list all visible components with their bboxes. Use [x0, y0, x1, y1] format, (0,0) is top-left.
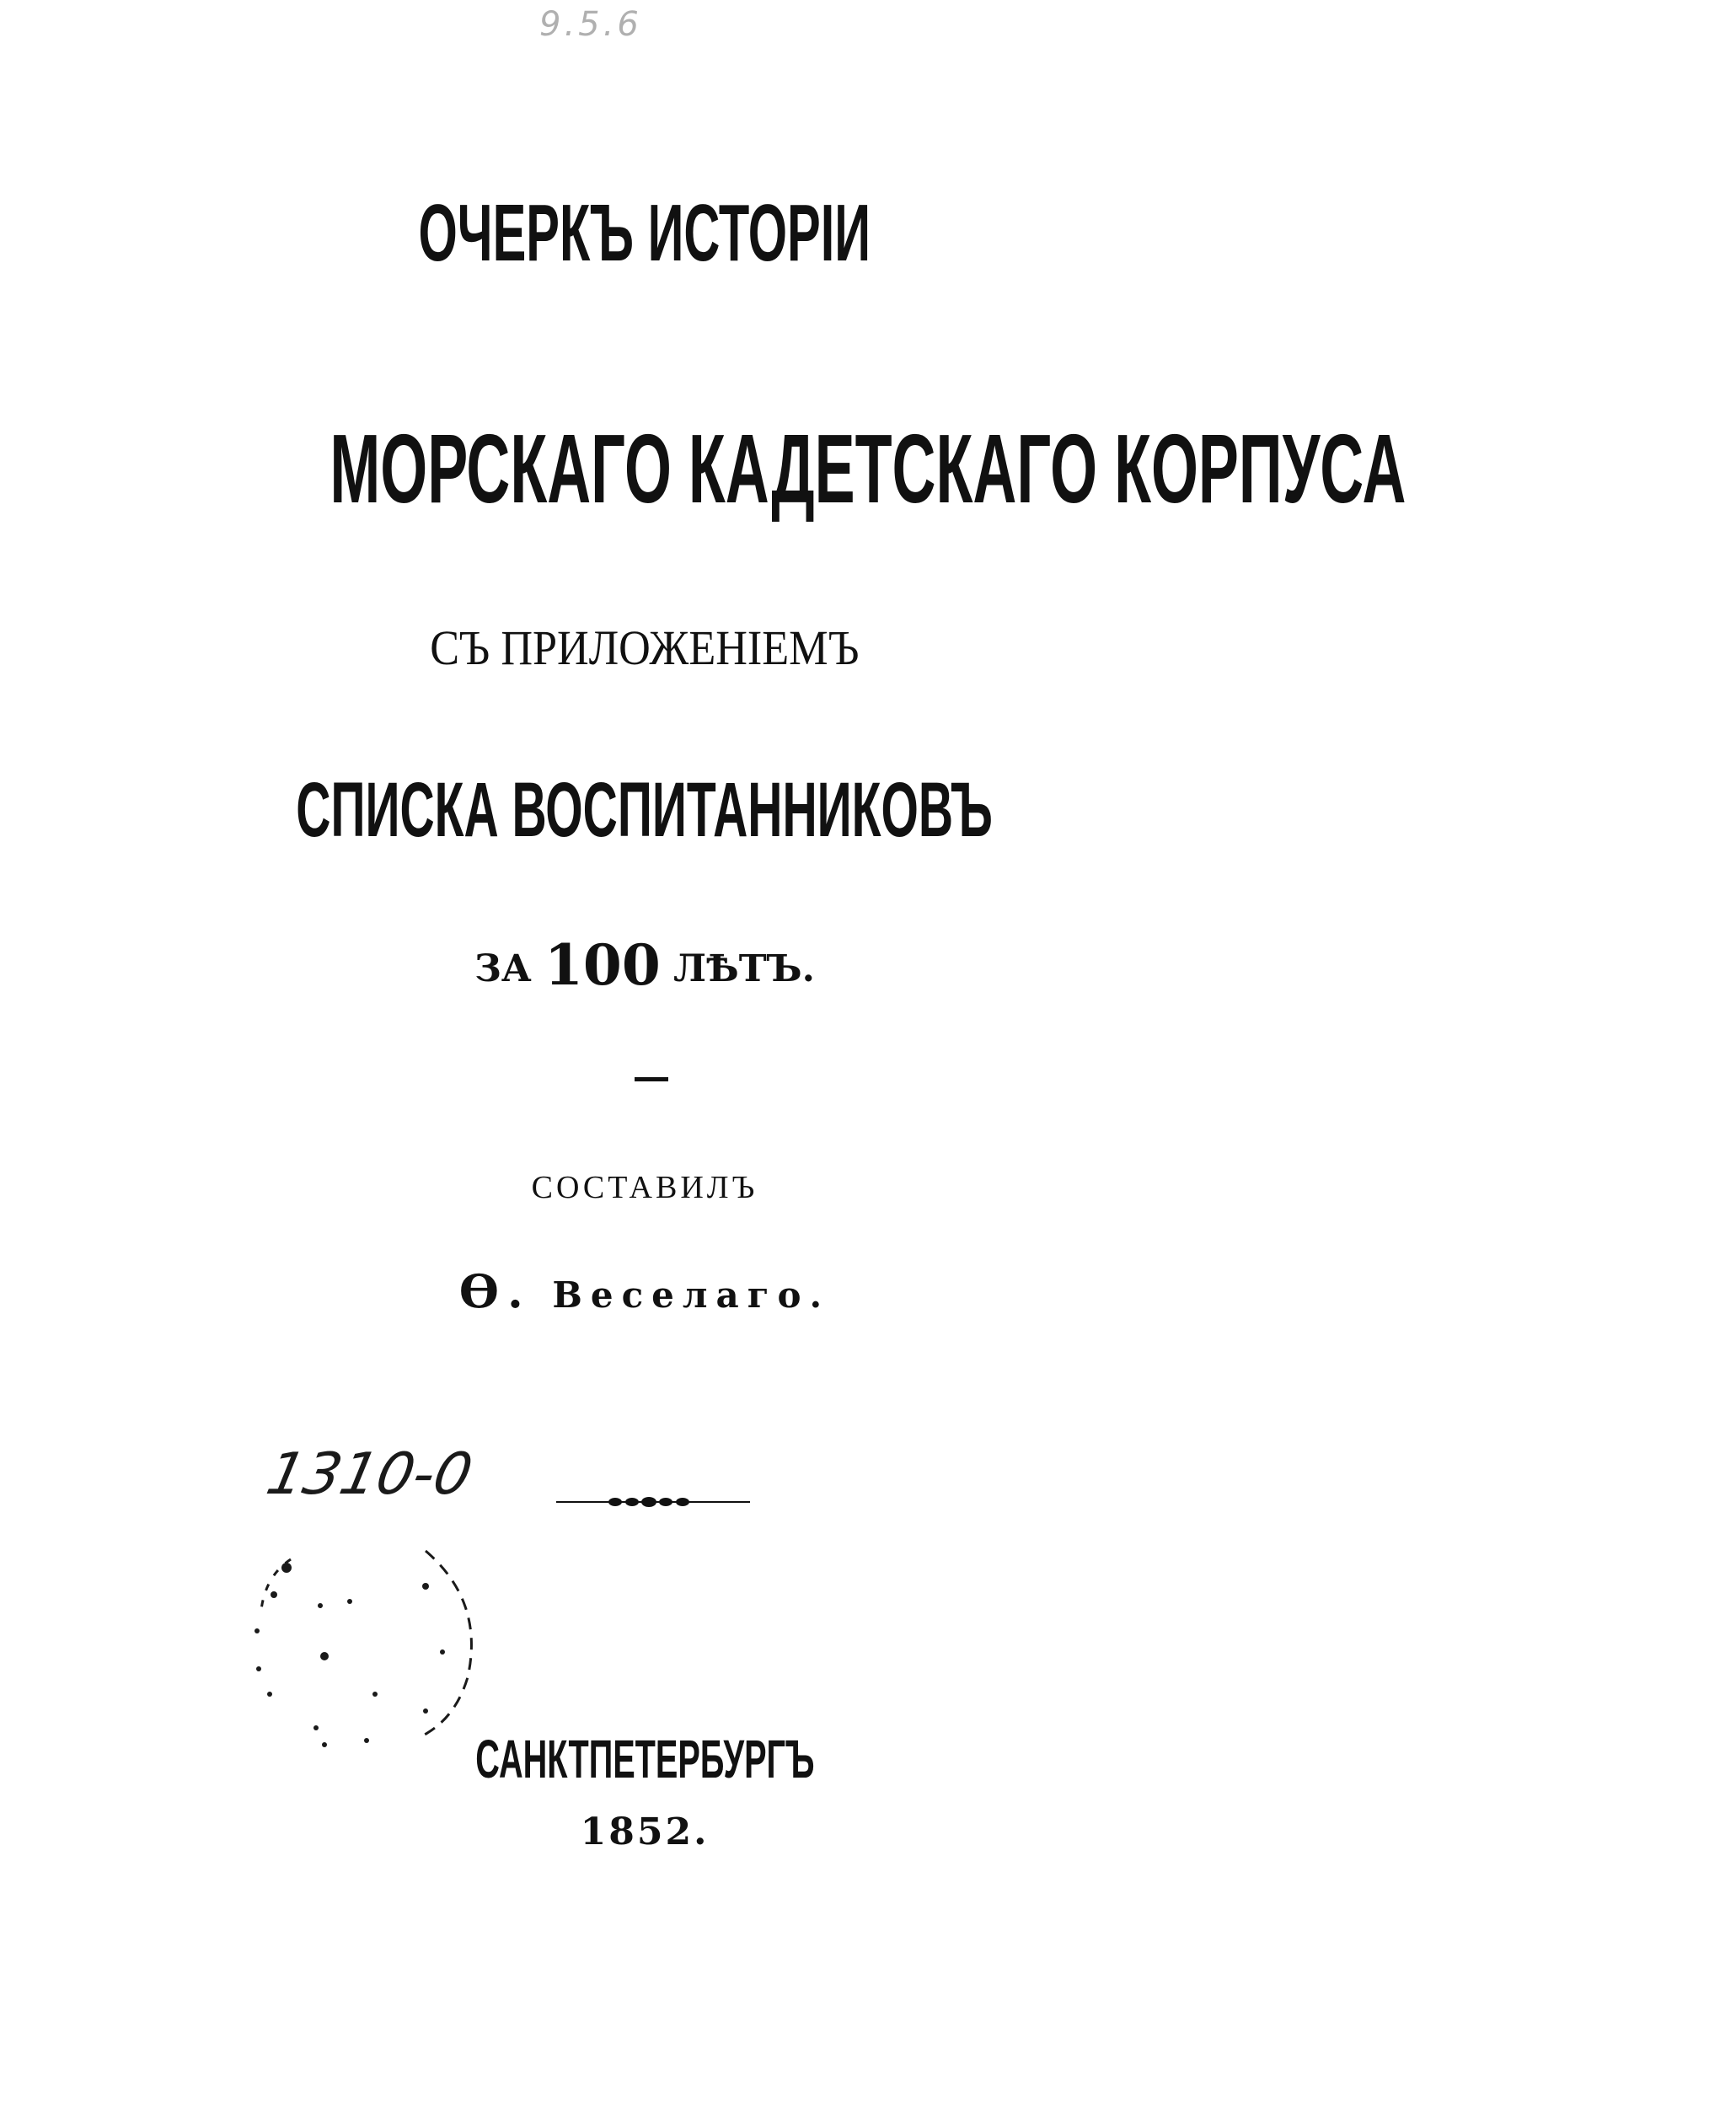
title-line-3-text: СПИСКА ВОСПИТАННИКОВЪ [296, 767, 994, 853]
decorative-rule-icon [556, 1492, 750, 1512]
subtitle-line-2 [0, 932, 1289, 998]
author [0, 1264, 1289, 1318]
compiled-by: СОСТАВИЛЪ [531, 1170, 758, 1205]
library-stamp-icon [240, 1298, 510, 1770]
publication-year: 1852. [580, 1810, 710, 1853]
author-initial: Ѳ. [458, 1264, 532, 1318]
publication-city-text: САНКТПЕТЕРБУРГЪ [474, 1729, 815, 1789]
title-line-2-text: МОРСКАГО КАДЕТСКАГО КОРПУСА [330, 414, 1406, 523]
pencil-shelfmark: 9.5.6 [539, 5, 642, 44]
title-line-2 [0, 414, 1406, 523]
subtitle-line-2-number: 100 [544, 932, 661, 998]
subtitle-line-2-suffix: ЛѢТЪ. [673, 947, 815, 990]
publication-city [0, 1729, 1289, 1789]
separator-dash [635, 1077, 668, 1081]
subtitle-line-2-prefix: ЗА [474, 947, 532, 990]
subtitle-line-1-text: СЪ ПРИЛОЖЕНІЕМЪ [430, 620, 860, 675]
subtitle-line-1 [0, 620, 1289, 675]
title-line-3 [0, 767, 1289, 853]
title-line-1-text: ОЧЕРКЪ ИСТОРІИ [418, 188, 871, 278]
handwritten-note: 1310-0 [260, 1441, 479, 1508]
author-surname: Веселаго. [552, 1274, 831, 1316]
title-line-1 [0, 188, 1289, 278]
